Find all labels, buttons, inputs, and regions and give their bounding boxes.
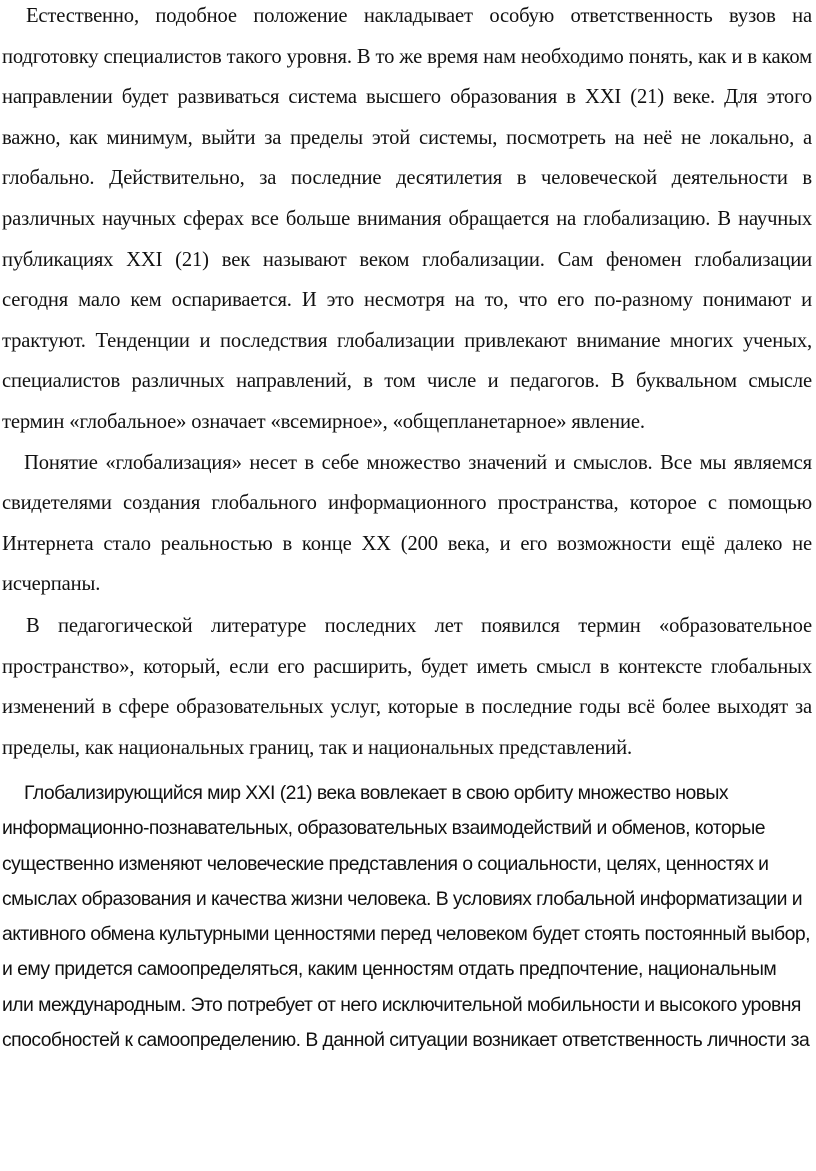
paragraph-2: Понятие «глобализация» несет в себе множество значений и смыслов. Все мы являемся свидетелями создания глобального информационного пространства, которое с помощью Интернета стало реальностью в конце XX (200 века, и его возможности ещё далеко не исчерпаны. <box>2 451 812 596</box>
paragraph-3: В педагогической литературе последних лет появился термин «образовательное пространство», который, если его расширить, будет иметь смысл в контексте глобальных изменений в сфере образовательных услуг, которые в последние годы всё более выходят за пределы, как национальных границ, так и национальных представлений. <box>2 614 812 759</box>
paragraph-1: Естественно, подобное положение накладывает особую ответственность вузов на подготовку специалистов такого уровня. В то же время нам необходимо понять, как и в каком направлении будет развиваться система высшего образования в XXI (21) веке. Для этого важно, как минимум, выйти за пределы этой системы, посмотреть на неё не локально, а глобально. Действительно, за последние десятилетия в человеческой деятельности в различных научных сферах все больше внимания обращается на глобализацию. В научных публикациях XXI (21) век называют веком глобализации. Сам феномен глобализации сегодня мало кем оспаривается. И это несмотря на то, что его по-разному понимают и трактуют. Тенденции и последствия глобализации привлекают внимание многих ученых, специалистов различных направлений, в том числе и педагогов. В буквальном смысле термин «глобальное» означает «всемирное», «общепланетарное» явление. <box>2 5 812 433</box>
paragraph-4: Глобализирующийся мир XXI (21) века вовлекает в свою орбиту множество новых информационно-познавательных, образовательных взаимодействий и обменов, которые существенно изменяют человеческие представления о социальности, целях, ценностях и смыслах образования и качества жизни человека. В условиях глобальной информатизации и активного обмена культурными ценностями перед человеком будет стоять постоянный выбор, и ему придется самоопределяться, каким ценностям отдать предпочтение, национальным или международным. Это потребует от него исключительной мобильности и высокого уровня способностей к самоопределению. В данной ситуации возникает ответственность личности за <box>2 782 810 1051</box>
